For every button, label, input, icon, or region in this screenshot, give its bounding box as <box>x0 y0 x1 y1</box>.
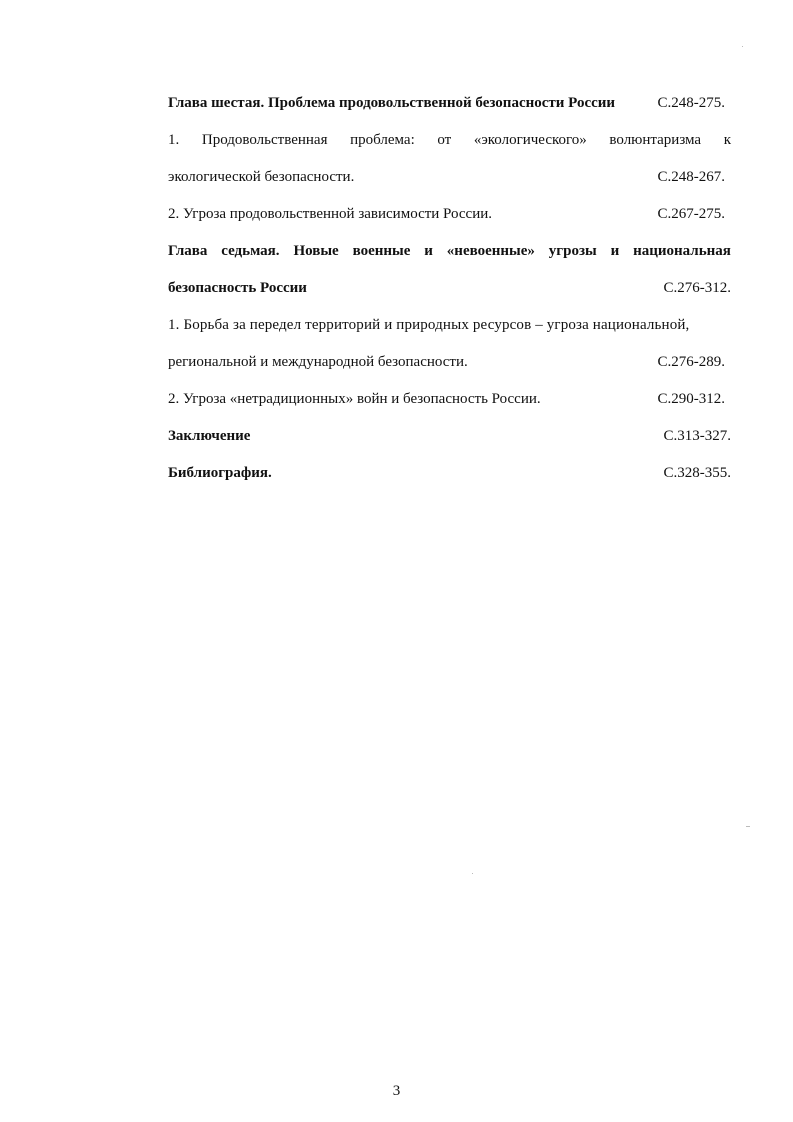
chapter-6-pages: С.248-275. <box>657 95 725 111</box>
word: Продовольственная <box>201 132 328 148</box>
section-7-2-pages: С.290-312. <box>657 391 725 407</box>
scan-speck <box>746 826 750 827</box>
scan-speck <box>472 873 473 874</box>
bibliography-title: Библиография. <box>168 465 272 481</box>
word: от <box>437 132 452 148</box>
toc-entry-chapter-6 <box>168 93 731 130</box>
toc-entry-chapter-7-line-2 <box>168 278 731 315</box>
word: седьмая. <box>221 243 280 259</box>
toc-entry-6-2 <box>168 204 731 241</box>
section-7-2-title: 2. Угроза «нетрадиционных» войн и безопасность России. <box>168 391 541 407</box>
section-6-2-title: 2. Угроза продовольственной зависимости России. <box>168 206 493 222</box>
chapter-6-title: Глава шестая. Проблема продовольственной безопасности России <box>168 95 616 111</box>
table-of-contents <box>168 93 731 500</box>
scan-speck <box>742 46 743 47</box>
word: угрозы <box>548 243 597 259</box>
toc-entry-chapter-7-line-1 <box>168 241 731 278</box>
section-6-1-title-line-1 <box>168 130 731 150</box>
toc-entry-6-1-line-1 <box>168 130 731 167</box>
bibliography-pages: С.328-355. <box>663 465 731 481</box>
chapter-7-pages: С.276-312. <box>663 280 731 296</box>
word: к <box>723 132 731 148</box>
toc-entry-7-2 <box>168 389 731 426</box>
word: и <box>424 243 433 259</box>
word: военные <box>352 243 411 259</box>
chapter-7-title-line-2: безопасность России <box>168 280 307 296</box>
page-number: 3 <box>392 1083 401 1099</box>
section-6-1-title-line-2: экологической безопасности. <box>168 169 355 185</box>
toc-entry-7-1-line-1 <box>168 315 731 352</box>
word: волюнтаризма <box>609 132 702 148</box>
conclusion-pages: С.313-327. <box>663 428 731 444</box>
word: 1. <box>168 132 180 148</box>
word: национальная <box>633 243 731 259</box>
section-7-1-pages: С.276-289. <box>657 354 725 370</box>
toc-entry-7-1-line-2 <box>168 352 731 389</box>
section-6-2-pages: С.267-275. <box>657 206 725 222</box>
toc-entry-6-1-line-2 <box>168 167 731 204</box>
conclusion-title: Заключение <box>168 428 251 444</box>
word: Новые <box>293 243 339 259</box>
section-7-1-title-line-2: региональной и международной безопасности. <box>168 354 468 370</box>
section-7-1-title-line-1: 1. Борьба за передел территорий и природных ресурсов – угроза национальной, <box>168 317 690 333</box>
section-6-1-pages: С.248-267. <box>657 169 725 185</box>
chapter-7-title-line-1 <box>168 241 731 261</box>
toc-entry-conclusion <box>168 426 731 463</box>
word: «экологического» <box>473 132 587 148</box>
word: Глава <box>168 243 208 259</box>
word: проблема: <box>350 132 415 148</box>
word: «невоенные» <box>446 243 535 259</box>
word: и <box>610 243 620 259</box>
toc-entry-bibliography <box>168 463 731 500</box>
